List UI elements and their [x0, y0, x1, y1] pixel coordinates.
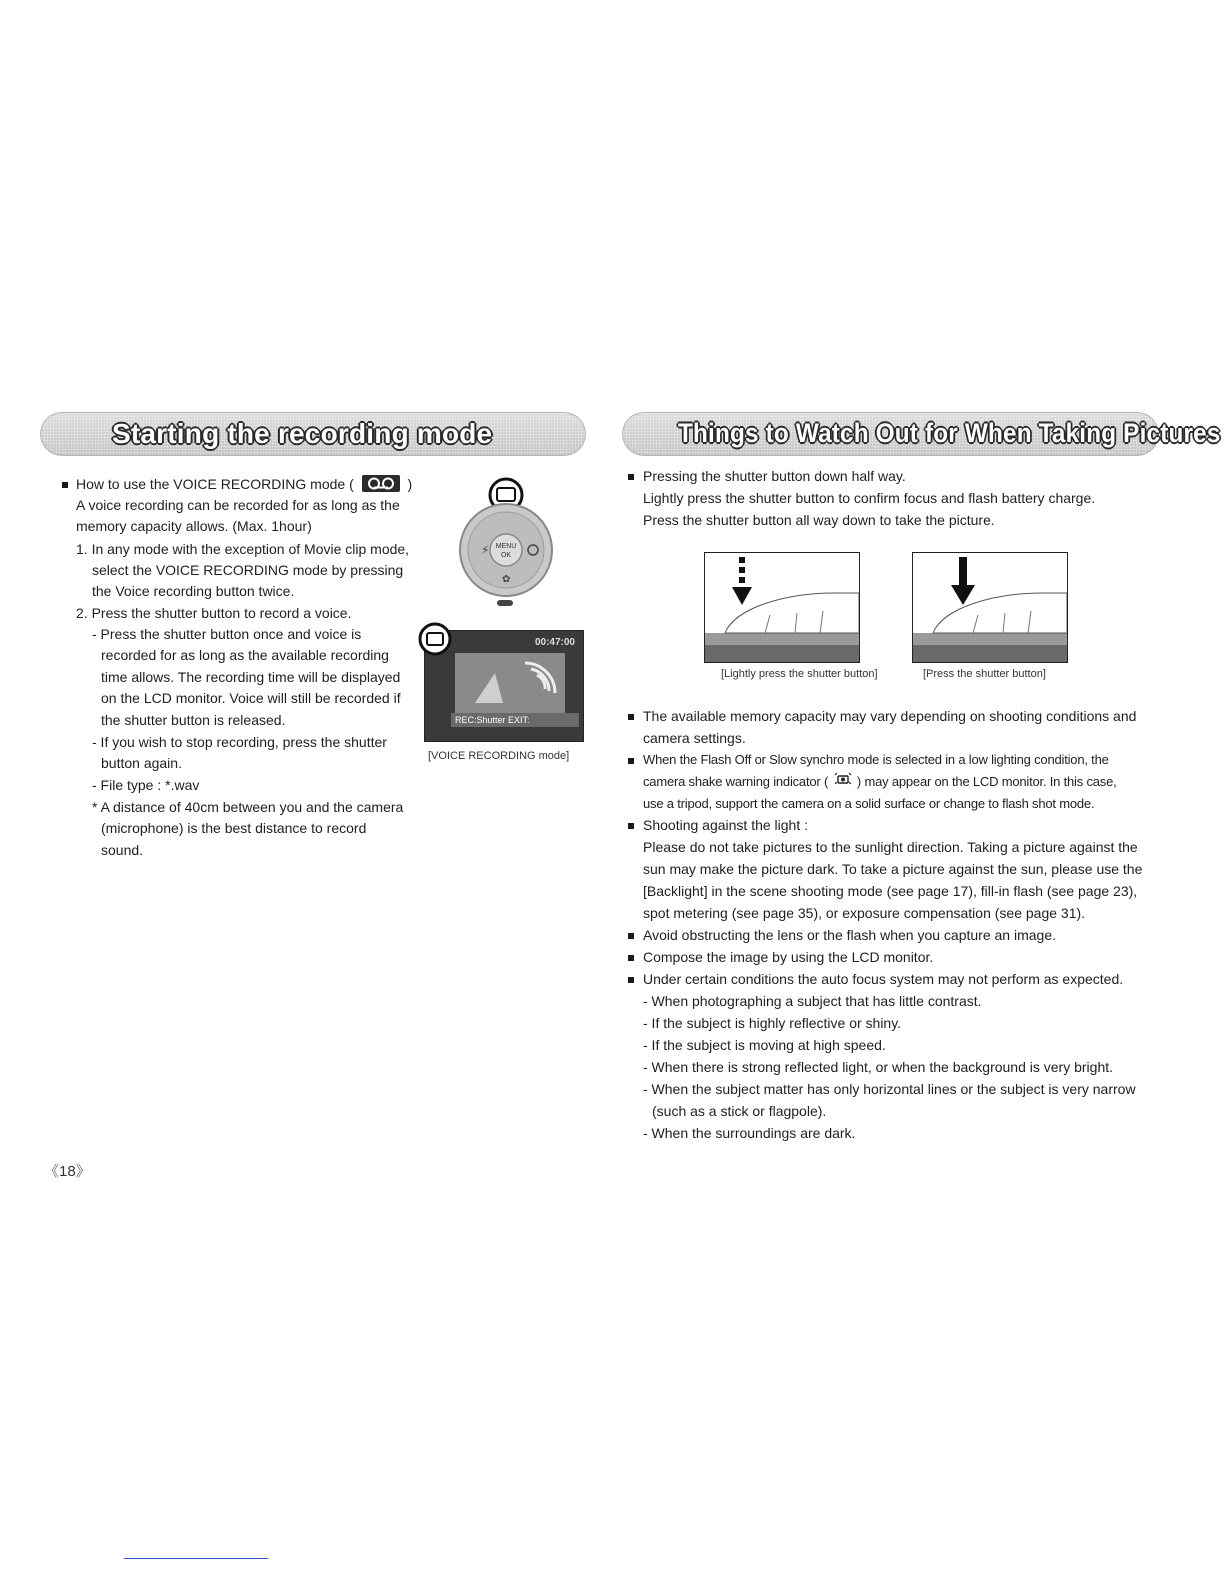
left-line: the Voice recording button twice.: [92, 583, 295, 599]
note-line: - When the surroundings are dark.: [643, 1125, 856, 1141]
left-line: the shutter button is released.: [101, 712, 286, 728]
note-line: Compose the image by using the LCD monitor.: [643, 949, 934, 965]
note-line: Shooting against the light :: [643, 817, 809, 833]
note-text: camera shake warning indicator (: [643, 774, 829, 789]
left-line: 1. In any mode with the exception of Movie clip mode,: [76, 541, 410, 557]
note-line: - If the subject is moving at high speed.: [643, 1037, 886, 1053]
lcd-status-bar: REC:Shutter EXIT:: [451, 713, 579, 727]
bullet: [628, 714, 634, 720]
section-banner-right: [622, 412, 1221, 456]
note-line: The available memory capacity may vary depending on shooting conditions and: [643, 708, 1137, 724]
svg-text:MENU: MENU: [495, 543, 517, 550]
bullet: [628, 823, 634, 829]
bullet: [62, 482, 68, 488]
camera-dial-illustration: [448, 470, 568, 610]
shutter-line: Press the shutter button all way down to take the picture.: [643, 512, 995, 528]
note-line: Avoid obstructing the lens or the flash when you capture an image.: [643, 927, 1056, 943]
intro-text: How to use the VOICE RECORDING mode (: [76, 476, 354, 492]
section-title-right: Things to Watch Out for When Taking Pictures: [678, 418, 1221, 448]
bullet: [628, 977, 634, 983]
voice-recording-lcd: [424, 630, 584, 742]
svg-text:✿: ✿: [502, 574, 511, 585]
shutter-line: Lightly press the shutter button to confirm focus and flash battery charge.: [643, 490, 1096, 506]
left-line: (microphone) is the best distance to record: [101, 820, 367, 836]
left-line: sound.: [101, 842, 144, 858]
microphone-graphic: [455, 653, 565, 713]
note-line: Under certain conditions the auto focus system may not perform as expected.: [643, 971, 1124, 987]
intro-close: ): [407, 476, 413, 492]
full-press-illustration: [912, 552, 1068, 663]
note-line: [643, 771, 1117, 792]
footer-line: [124, 1558, 268, 1559]
note-line: When the Flash Off or Slow synchro mode is selected in a low lighting condition, the: [643, 752, 1109, 767]
left-line: 2. Press the shutter button to record a voice.: [76, 605, 352, 621]
section-title-left: Starting the recording mode: [112, 418, 493, 449]
left-line: recorded for as long as the available recording: [101, 647, 389, 663]
svg-text:⚡: ⚡: [481, 543, 490, 557]
note-line: - When there is strong reflected light, or when the background is very bright.: [643, 1059, 1114, 1075]
left-line: time allows. The recording time will be displayed: [101, 669, 401, 685]
record-indicator-icon: [417, 621, 453, 657]
left-line: - Press the shutter button once and voice is: [92, 626, 362, 642]
lcd-time: 00:47:00: [534, 637, 575, 648]
note-line: (such as a stick or flagpole).: [652, 1103, 827, 1119]
left-line: select the VOICE RECORDING mode by pressing: [92, 562, 404, 578]
note-line: use a tripod, support the camera on a solid surface or change to flash shot mode.: [643, 796, 1095, 811]
note-line: Please do not take pictures to the sunlight direction. Taking a picture against the: [643, 839, 1138, 855]
section-banner-left: [40, 412, 586, 456]
left-line: memory capacity allows. (Max. 1hour): [76, 518, 312, 534]
shutter-line: Pressing the shutter button down half way.: [643, 468, 906, 484]
note-line: - When photographing a subject that has little contrast.: [643, 993, 982, 1009]
full-press-caption: [Press the shutter button]: [923, 668, 1046, 680]
bullet: [628, 474, 634, 480]
half-press-caption: [Lightly press the shutter button]: [721, 668, 878, 680]
note-line: - When the subject matter has only horizontal lines or the subject is very narrow: [643, 1081, 1136, 1097]
note-line: camera settings.: [643, 730, 746, 746]
bullet: [628, 955, 634, 961]
left-line: * A distance of 40cm between you and the camera: [92, 799, 404, 815]
left-line: on the LCD monitor. Voice will still be recorded if: [101, 690, 401, 706]
page-number: 《18》: [44, 1163, 91, 1180]
note-line: sun may make the picture dark. To take a picture against the sun, please use the: [643, 861, 1143, 877]
lcd-caption: [VOICE RECORDING mode]: [428, 750, 570, 762]
bullet: [628, 933, 634, 939]
left-line: - If you wish to stop recording, press the shutter: [92, 734, 387, 750]
half-press-illustration: [704, 552, 860, 663]
voice-recording-icon: [362, 475, 400, 492]
intro-line: [76, 474, 412, 495]
note-line: [Backlight] in the scene shooting mode (see page 17), fill-in flash (see page 23),: [643, 883, 1138, 899]
bullet: [628, 758, 634, 764]
note-line: - If the subject is highly reflective or shiny.: [643, 1015, 902, 1031]
left-line: button again.: [101, 755, 182, 771]
left-line: - File type : *.wav: [92, 777, 200, 793]
note-text: ) may appear on the LCD monitor. In this case,: [856, 774, 1117, 789]
left-line: A voice recording can be recorded for as long as the: [76, 497, 400, 513]
camera-shake-warning-icon: [832, 771, 854, 792]
note-line: spot metering (see page 35), or exposure compensation (see page 31).: [643, 905, 1086, 921]
svg-text:OK: OK: [500, 552, 512, 559]
